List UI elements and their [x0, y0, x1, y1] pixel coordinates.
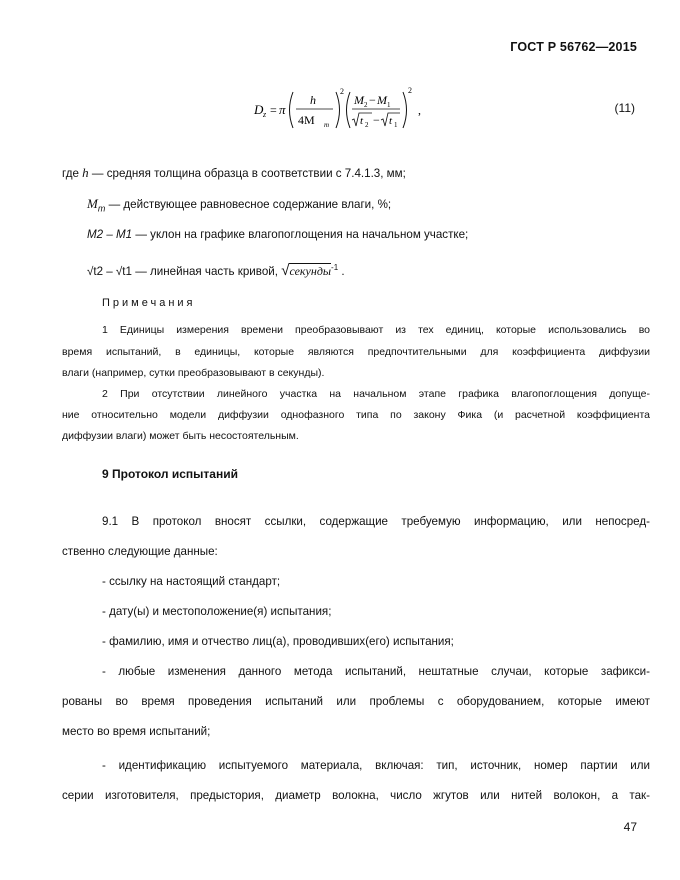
paren-right-1	[336, 92, 340, 128]
frac2-num-a: M	[354, 93, 364, 107]
frac1-denominator-sub: m	[324, 121, 330, 129]
def-slope-text: — уклон на графике влагопоглощения на начальном участке;	[135, 228, 469, 241]
paren-left-2	[347, 92, 351, 128]
note1-line1: 1 Единицы измерения времени преобразовывают из тех единиц, которые использовались во	[102, 324, 650, 336]
definition-sqrt: √t2 – √t1 — линейная часть кривой, √секунды$^{-1}$ .	[87, 261, 345, 279]
equation-number: (11)	[614, 101, 635, 115]
def-mm-text: — действующее равновесное содержание влаги, %;	[108, 198, 392, 211]
note1-line2: время испытаний, в единицы, которые являются предпочтительными для коэффициента диффузии	[62, 346, 650, 358]
note2-line1: 2 При отсутствии линейного участка на начальном этапе графика влагопоглощения допуще-	[102, 388, 650, 400]
frac2-den-a-sub: 2	[365, 121, 369, 129]
formula-lhs-sub: z	[263, 110, 267, 119]
para-9-1-line1: 9.1 В протокол вносят ссылки, содержащие требуемую информацию, или непосред-	[102, 515, 650, 528]
list-item-4-line1: - любые изменения данного метода испытаний, нештатные случаи, которые зафикси-	[102, 665, 650, 678]
list-item-5-line2: серии изготовителя, предыстория, диаметр волокна, число жгутов или нитей волокон, а так-	[62, 789, 650, 802]
note2-line2: ние относительно модели диффузии однофазного типа по закону Фика (и расчетной коэффициента	[62, 409, 650, 421]
where-prefix: где	[62, 167, 79, 180]
formula-equals: =	[270, 103, 277, 117]
var-mm: M	[87, 196, 98, 211]
frac2-num-b-sub: 1	[387, 101, 391, 109]
def-sqrt-text: — линейная часть кривой,	[135, 264, 278, 278]
sqrt-tail: .	[341, 264, 345, 278]
var-sqrt: √t2 – √t1	[87, 264, 132, 278]
formula-pi: π	[279, 102, 286, 117]
document-header-code: ГОСТ Р 56762—2015	[510, 40, 637, 54]
definition-mm	[87, 197, 653, 215]
formula-exp1: 2	[340, 87, 344, 96]
definition-slope	[87, 228, 653, 242]
frac2-den-a: t	[360, 115, 364, 127]
frac2-den-b: t	[389, 115, 393, 127]
def-h-text: — средняя толщина образца в соответствии с 7.4.1.3, мм;	[91, 167, 406, 180]
frac1-denominator: 4M	[298, 113, 315, 127]
note1-line3: влаги (например, сутки преобразовывают в секунды).	[62, 367, 325, 379]
frac2-num-b: M	[377, 93, 387, 107]
frac2-num-minus: −	[369, 93, 376, 107]
definition-h	[62, 166, 652, 181]
var-mm-sub: m	[97, 203, 106, 214]
list-item-4-line3: место во время испытаний;	[62, 725, 211, 738]
frac1-numerator: h	[310, 93, 316, 107]
list-item-1: - ссылку на настоящий стандарт;	[102, 575, 281, 588]
var-h: h	[82, 165, 89, 180]
list-item-3: - фамилию, имя и отчество лиц(а), проводивших(его) испытания;	[102, 635, 454, 648]
frac2-num-a-sub: 2	[364, 101, 368, 109]
list-item-4-line2: рованы во время проведения испытаний или проблемы с оборудованием, которые имеют	[62, 695, 650, 708]
paren-right-2	[403, 92, 407, 128]
section-heading: 9 Протокол испытаний	[102, 467, 238, 481]
formula-exp2: 2	[408, 86, 412, 95]
list-item-5-line1: - идентификацию испытуемого материала, включая: тип, источник, номер партии или	[102, 759, 650, 772]
var-slope: M2 – M1	[87, 228, 133, 241]
frac2-den-b-sub: 1	[394, 121, 398, 129]
list-item-2: - дату(ы) и местоположение(я) испытания;	[102, 605, 332, 618]
paren-left-1	[290, 92, 294, 128]
formula-lhs: D	[254, 102, 264, 117]
page-number: 47	[623, 820, 637, 834]
para-9-1-line2: ственно следующие данные:	[62, 545, 218, 558]
diffusion-coefficient-formula	[248, 82, 428, 138]
note2-line3: диффузии влаги) может быть несостоятельным.	[62, 430, 299, 442]
formula-comma: ,	[418, 103, 421, 117]
frac2-den-minus: −	[373, 113, 380, 127]
notes-heading: Примечания	[102, 297, 196, 309]
sqrt-unit-exp: -1	[331, 263, 339, 272]
sqrt-unit: секунды	[289, 263, 332, 278]
